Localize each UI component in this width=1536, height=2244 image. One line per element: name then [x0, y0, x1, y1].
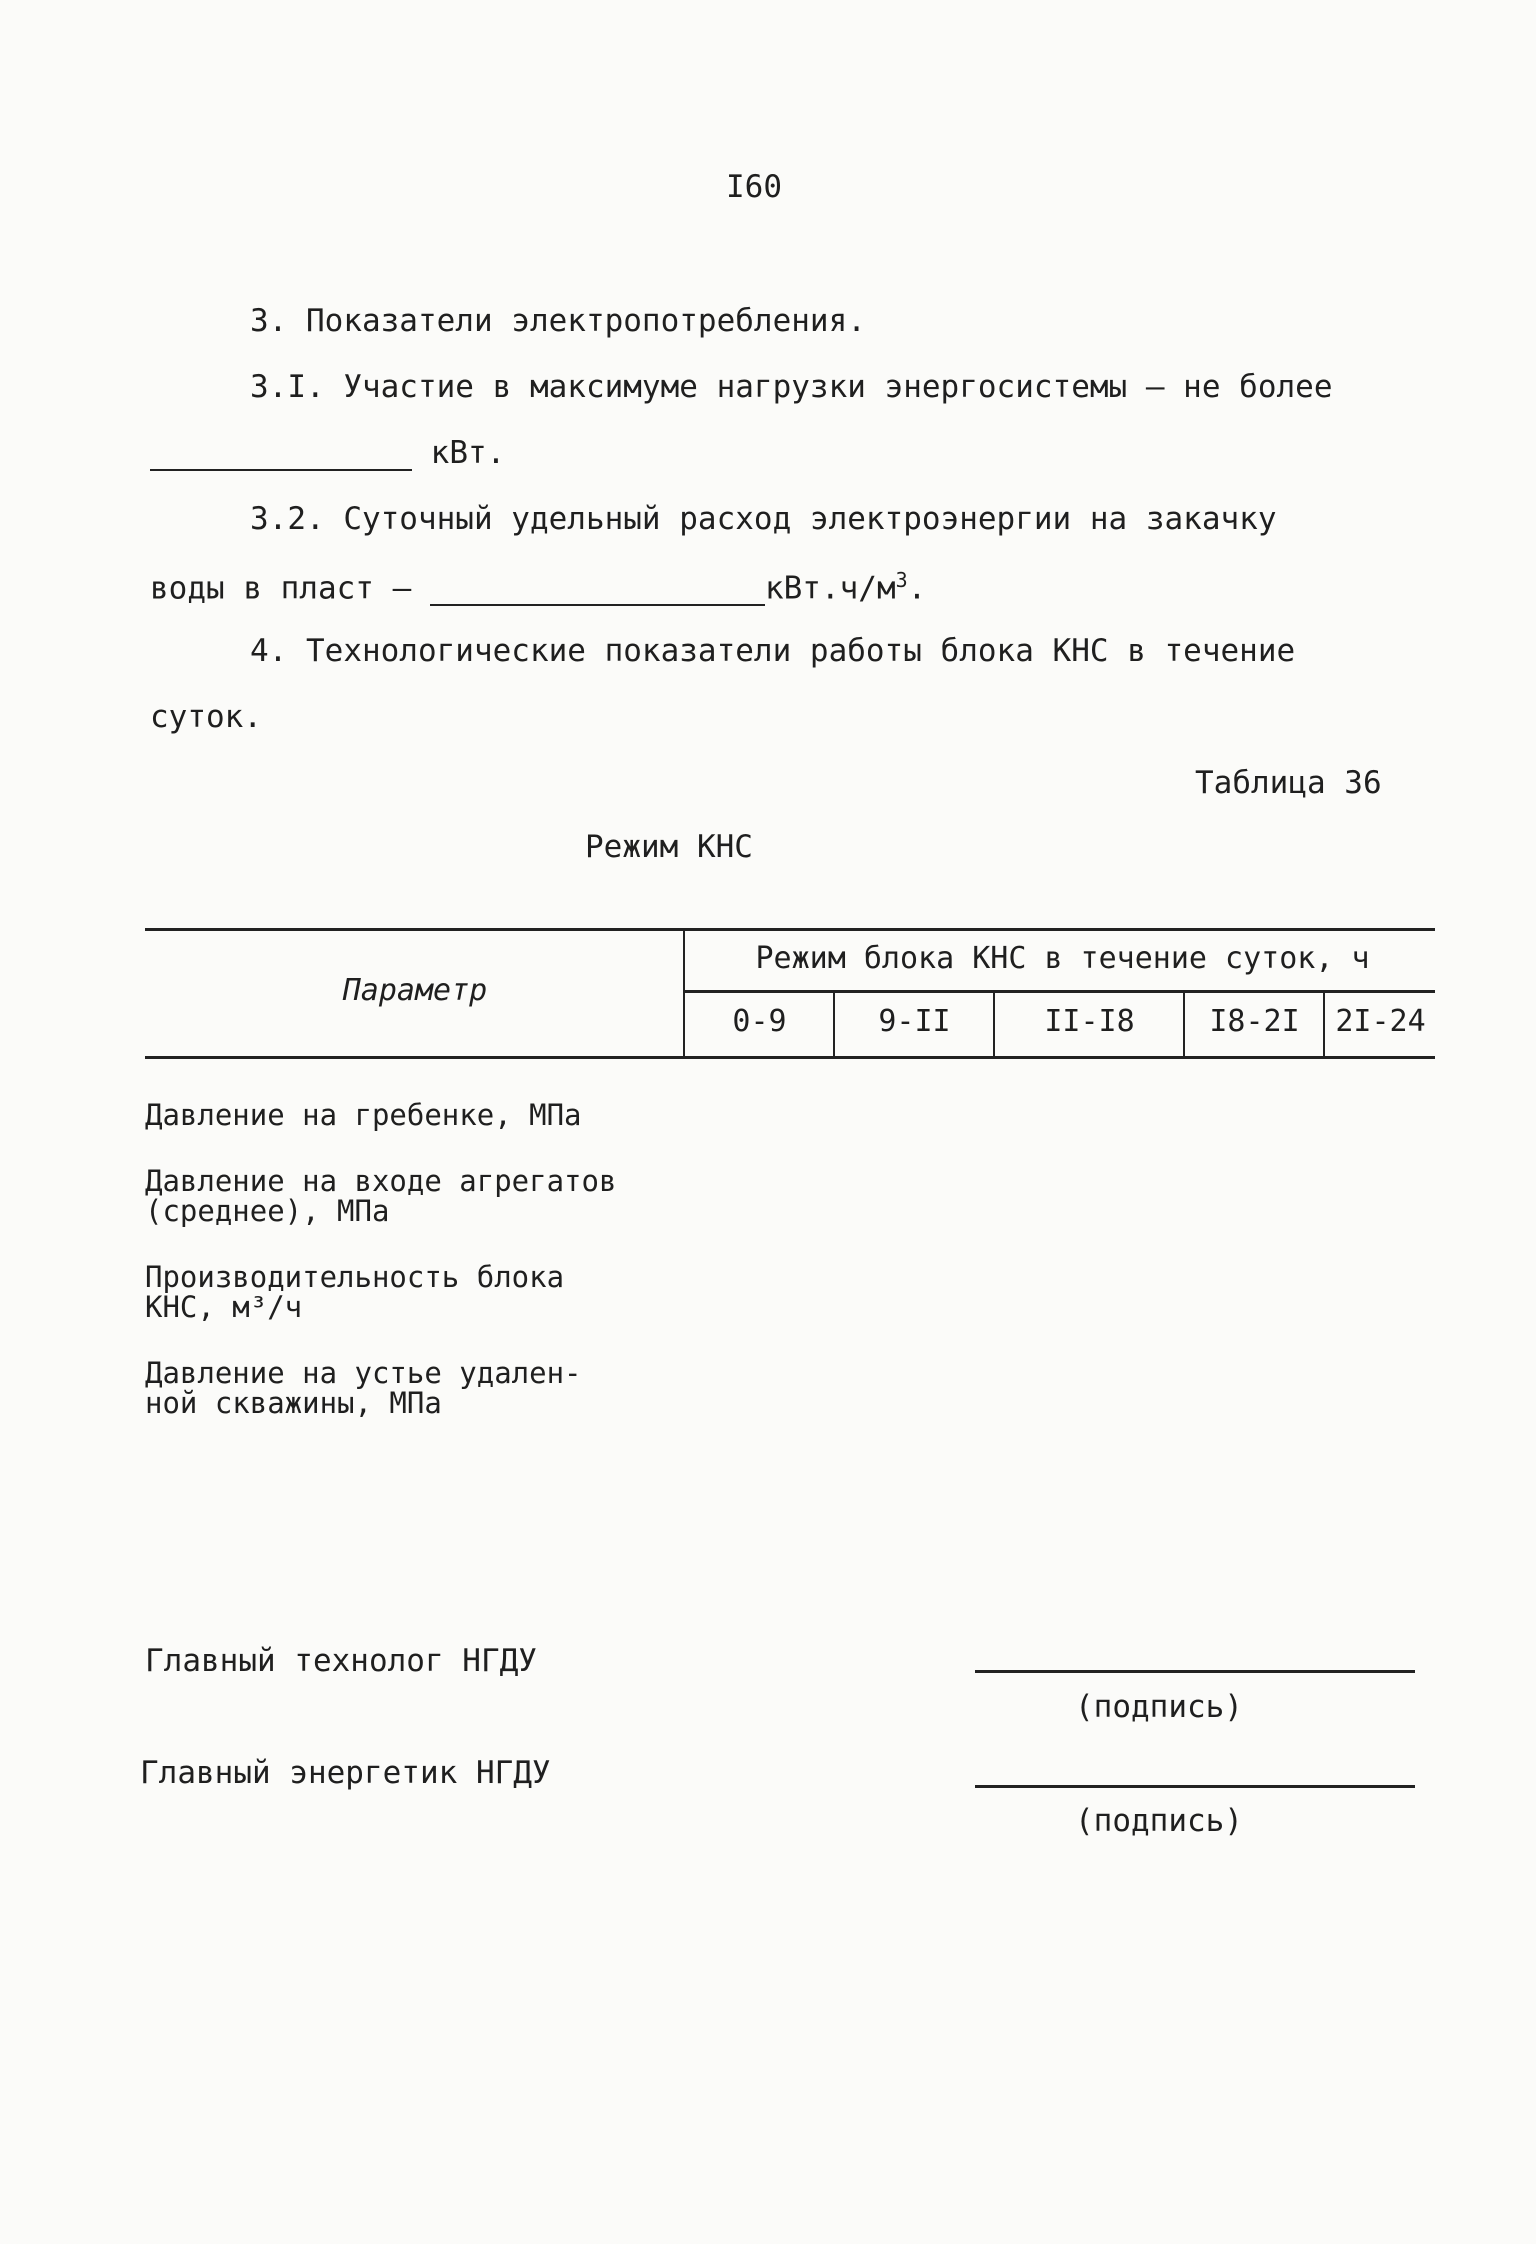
item32-end: . — [907, 570, 927, 607]
signature-line-0 — [975, 1670, 1415, 1673]
item32-line2 — [150, 570, 926, 606]
section3-heading: 3. Показатели электропотребления. — [250, 303, 866, 339]
item31-unit-line — [150, 435, 506, 471]
item32-prefix: воды в пласт – — [150, 570, 412, 607]
param-row-0: Давление на гребенке, МПа — [145, 1098, 582, 1132]
mode-header: Режим блока КНС в течение суток, ч — [755, 941, 1370, 976]
col-header-0: 0-9 — [732, 1004, 787, 1039]
table-vline-2 — [833, 990, 835, 1056]
table-title: Режим КНС — [585, 829, 753, 865]
col-header-4: 2I-24 — [1335, 1004, 1426, 1039]
signature-line-1 — [975, 1785, 1415, 1788]
signature-caption-1: (подпись) — [1075, 1803, 1243, 1839]
table-vline-3 — [993, 990, 995, 1056]
col-header-3: I8-2I — [1209, 1004, 1300, 1039]
item32-blank — [430, 573, 765, 606]
param-row-3: Давление на устье удален- ной скважины, МПа — [145, 1356, 582, 1421]
table-top-rule — [145, 928, 1435, 931]
item32-unit: кВт.ч/м — [764, 570, 896, 607]
table-vline-4 — [1183, 990, 1185, 1056]
param-row-2: Производительность блока КНС, м³/ч — [145, 1260, 565, 1325]
table-bottom-rule — [145, 1056, 1435, 1059]
item32-line1: 3.2. Суточный удельный расход электроэнергии на закачку — [250, 501, 1277, 537]
item32-unit-sup: 3 — [895, 568, 908, 592]
item4-line1: 4. Технологические показатели работы блока КНС в течение — [250, 633, 1296, 669]
item31-unit: кВт. — [430, 435, 506, 471]
col-header-1: 9-II — [878, 1004, 951, 1039]
col-header-2: II-I8 — [1044, 1004, 1135, 1039]
param-header: Параметр — [342, 973, 488, 1008]
param-row-1: Давление на входе агрегатов (среднее), МПа — [145, 1164, 617, 1229]
item31-blank — [150, 438, 412, 471]
item4-line2: суток. — [150, 699, 262, 735]
signature-role-1: Главный энергетик НГДУ — [140, 1755, 551, 1791]
signature-role-0: Главный технолог НГДУ — [145, 1643, 537, 1679]
table-label: Таблица 36 — [1195, 765, 1382, 801]
table-vline-1 — [683, 928, 685, 1056]
table-vline-5 — [1323, 990, 1325, 1056]
item31-text: 3.I. Участие в максимуме нагрузки энергосистемы – не более — [250, 369, 1333, 405]
signature-caption-0: (подпись) — [1075, 1689, 1243, 1725]
page-number: I60 — [726, 169, 782, 205]
